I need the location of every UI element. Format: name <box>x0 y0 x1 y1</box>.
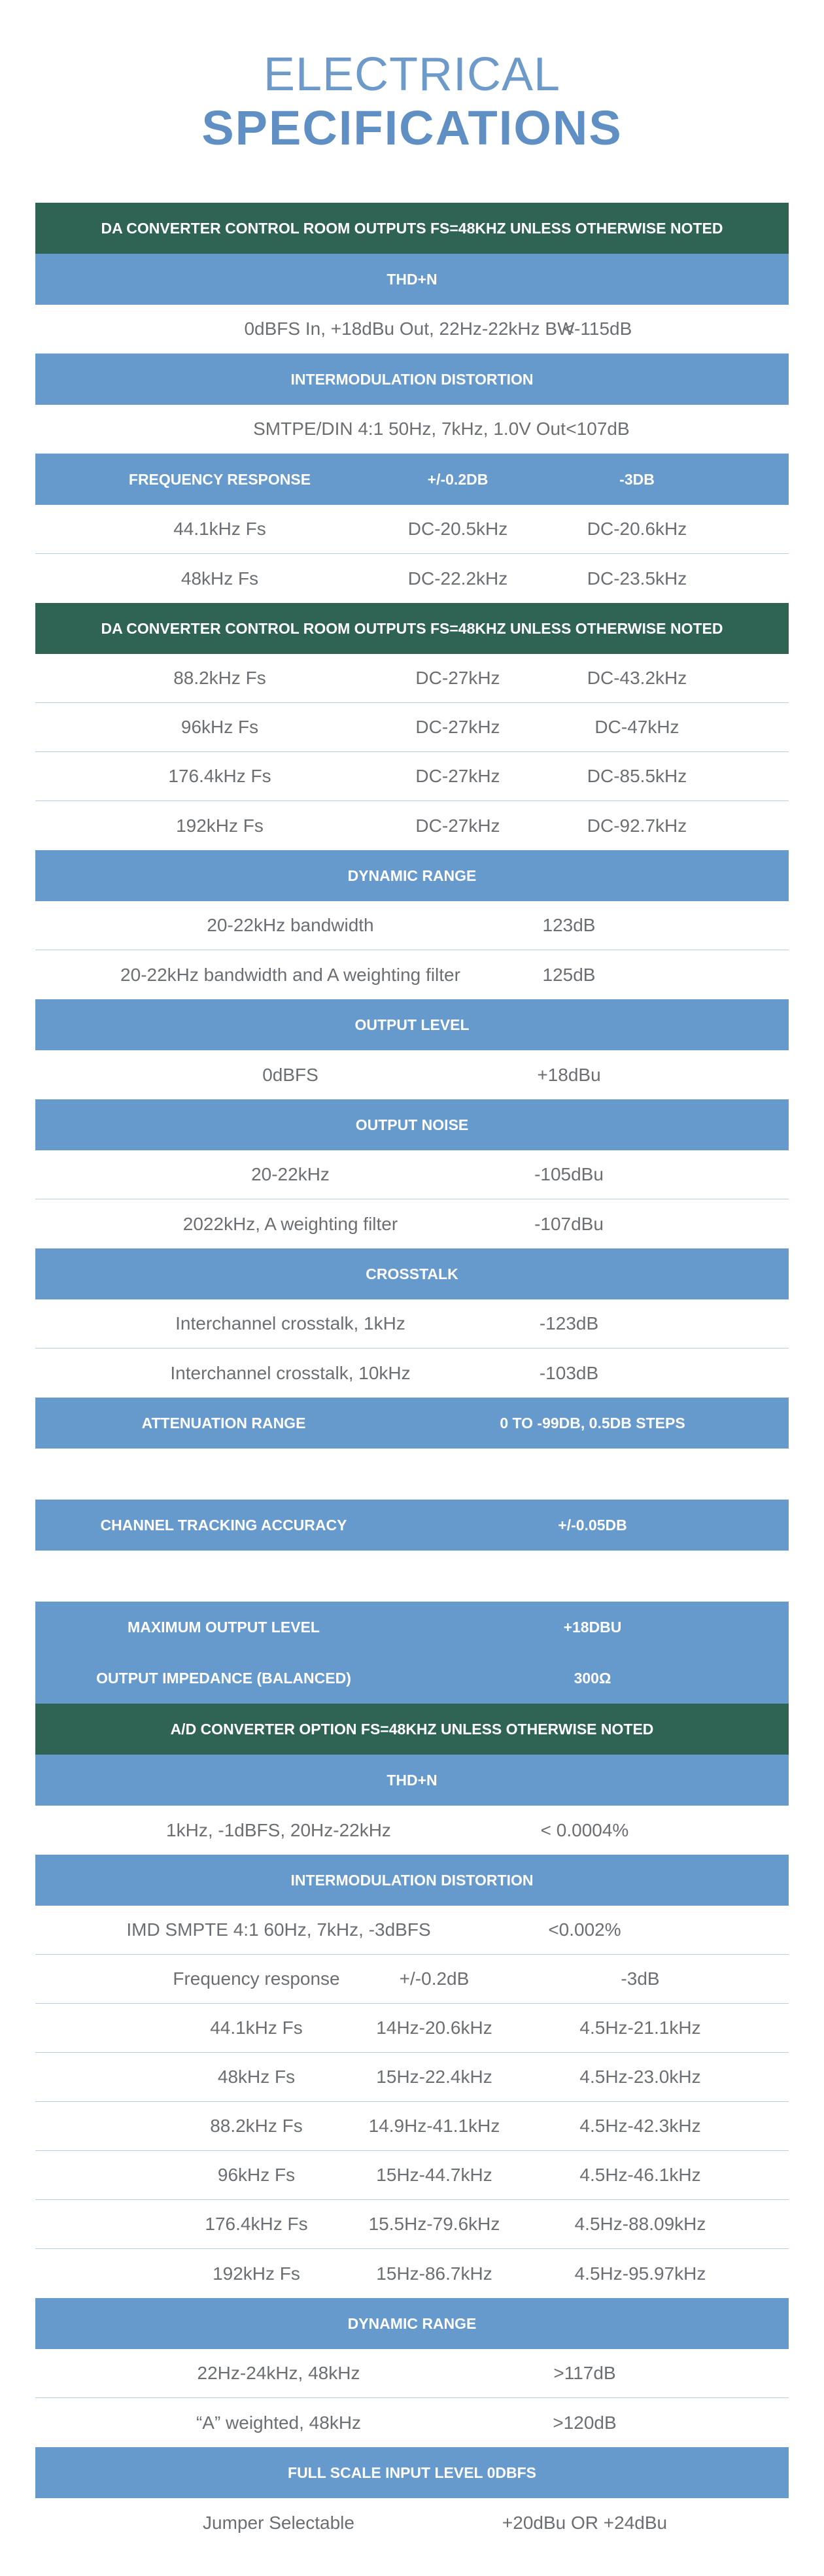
section-header <box>35 603 789 654</box>
spec-value: <107dB <box>566 419 630 439</box>
spec-label: CHANNEL TRACKING ACCURACY <box>100 1516 347 1534</box>
spec-row <box>35 801 789 850</box>
spec-row <box>35 2498 789 2547</box>
spacer <box>35 1449 789 1500</box>
spec-label: 96kHz Fs <box>180 717 259 737</box>
spec-value: 4.5Hz-21.1kHz <box>579 2018 701 2038</box>
spec-row <box>35 1199 789 1248</box>
spec-value: DC-27kHz <box>415 815 500 836</box>
spec-row <box>35 654 789 703</box>
spec-value: DC-23.5kHz <box>587 568 687 589</box>
category-label: FULL SCALE INPUT LEVEL 0DBFS <box>288 2464 536 2481</box>
category-header <box>35 2447 789 2498</box>
spec-label: FREQUENCY RESPONSE <box>128 470 311 488</box>
spec-value: 4.5Hz-88.09kHz <box>574 2214 706 2234</box>
category-label: THD+N <box>386 270 438 288</box>
spec-row <box>35 2249 789 2298</box>
category-label: CROSSTALK <box>366 1265 458 1282</box>
category-header <box>35 999 789 1050</box>
category-header <box>35 1855 789 1906</box>
spec-value: 15Hz-22.4kHz <box>376 2067 492 2087</box>
spec-row <box>35 752 789 801</box>
spec-value: +/-0.2dB <box>399 1968 470 1989</box>
spec-label: 0dBFS <box>262 1064 318 1085</box>
spec-row <box>35 950 789 999</box>
spec-value: 0 TO -99DB, 0.5DB STEPS <box>500 1414 685 1432</box>
spec-row <box>35 2004 789 2053</box>
spec-row <box>35 1806 789 1855</box>
spec-label: Frequency response <box>173 1968 340 1989</box>
title-line-1: ELECTRICAL <box>263 48 561 101</box>
spec-value: 4.5Hz-46.1kHz <box>579 2165 701 2185</box>
category-label: INTERMODULATION DISTORTION <box>290 1871 534 1889</box>
spec-value: -103dB <box>539 1362 599 1383</box>
spec-row <box>35 2053 789 2102</box>
spec-row <box>35 1150 789 1199</box>
spec-label: 48kHz Fs <box>217 2067 296 2087</box>
spec-label: 176.4kHz Fs <box>205 2214 308 2234</box>
spec-label: 2022kHz, A weighting filter <box>182 1213 398 1234</box>
spec-value: DC-27kHz <box>415 668 500 688</box>
spec-row <box>35 1955 789 2004</box>
category-header <box>35 1398 789 1449</box>
spec-value: -123dB <box>539 1313 599 1333</box>
spec-label: 20-22kHz <box>251 1164 330 1184</box>
category-header <box>35 2298 789 2349</box>
spec-label: 48kHz Fs <box>180 568 259 589</box>
spec-label: 88.2kHz Fs <box>210 2116 303 2136</box>
spec-value: 15Hz-86.7kHz <box>376 2263 492 2284</box>
spec-row <box>35 2151 789 2200</box>
spec-value: -107dBu <box>534 1213 604 1234</box>
spec-row <box>35 505 789 554</box>
category-header <box>35 1602 789 1653</box>
spec-value: 15Hz-44.7kHz <box>376 2165 492 2185</box>
spec-row <box>35 901 789 950</box>
spec-label: 1kHz, -1dBFS, 20Hz-22kHz <box>166 1819 391 1840</box>
spec-value: +/-0.2DB <box>427 470 489 488</box>
spec-label: OUTPUT IMPEDANCE (BALANCED) <box>96 1669 351 1687</box>
section-header-label: DA CONVERTER CONTROL ROOM OUTPUTS FS=48KHZ UNLESS OTHERWISE NOTED <box>101 219 723 237</box>
category-header <box>35 1653 789 1704</box>
spec-value: 123dB <box>542 915 596 935</box>
spec-value: >120dB <box>553 2412 617 2433</box>
category-header <box>35 454 789 505</box>
category-label: DYNAMIC RANGE <box>347 2314 477 2332</box>
spec-value: DC-47kHz <box>594 717 679 737</box>
spec-row <box>35 2200 789 2249</box>
spec-row <box>35 1299 789 1348</box>
spec-label: 22Hz-24kHz, 48kHz <box>197 2363 360 2383</box>
section-header-label: A/D CONVERTER OPTION FS=48KHZ UNLESS OTHERWISE NOTED <box>170 1720 654 1738</box>
spec-row <box>35 1050 789 1099</box>
spec-value: < 0.0004% <box>540 1819 629 1840</box>
spec-row <box>35 405 789 454</box>
category-header <box>35 254 789 305</box>
spec-value: 14.9Hz-41.1kHz <box>368 2116 500 2136</box>
spec-label: 44.1kHz Fs <box>210 2018 303 2038</box>
spacer <box>35 1551 789 1602</box>
spec-value: DC-85.5kHz <box>587 766 687 786</box>
spec-value: 14Hz-20.6kHz <box>376 2018 492 2038</box>
spec-row <box>35 2398 789 2447</box>
category-label: INTERMODULATION DISTORTION <box>290 370 534 388</box>
spec-label: Interchannel crosstalk, 10kHz <box>170 1362 411 1383</box>
spec-value: +20dBu OR +24dBu <box>502 2512 668 2533</box>
spec-row <box>35 1906 789 1955</box>
section-header-label: DA CONVERTER CONTROL ROOM OUTPUTS FS=48KHZ UNLESS OTHERWISE NOTED <box>101 619 723 637</box>
section-header <box>35 1704 789 1755</box>
spec-value: 4.5Hz-95.97kHz <box>574 2263 706 2284</box>
category-header <box>35 850 789 901</box>
spec-label: 88.2kHz Fs <box>173 668 266 688</box>
spec-value: 300Ω <box>574 1669 611 1687</box>
spec-row <box>35 305 789 354</box>
specifications-table <box>35 203 789 2547</box>
spec-value: DC-20.5kHz <box>407 519 508 539</box>
spec-value: DC-92.7kHz <box>587 815 687 836</box>
spec-row <box>35 554 789 603</box>
spec-label: “A” weighted, 48kHz <box>196 2412 362 2433</box>
category-label: OUTPUT LEVEL <box>354 1016 470 1033</box>
category-header <box>35 1500 789 1551</box>
spec-label: ATTENUATION RANGE <box>141 1414 306 1432</box>
spec-label: 0dBFS In, +18dBu Out, 22Hz-22kHz BW <box>244 318 575 339</box>
spec-value: -3dB <box>621 1968 660 1989</box>
spec-label: 44.1kHz Fs <box>173 519 266 539</box>
spec-label: 192kHz Fs <box>213 2263 300 2284</box>
spec-row <box>35 703 789 752</box>
spec-label: IMD SMPTE 4:1 60Hz, 7kHz, -3dBFS <box>126 1919 431 1940</box>
spec-label: 20-22kHz bandwidth <box>207 915 374 935</box>
category-header <box>35 1248 789 1299</box>
spec-value: +/-0.05DB <box>558 1516 627 1534</box>
spec-label: MAXIMUM OUTPUT LEVEL <box>128 1618 320 1636</box>
spec-value: >117dB <box>553 2363 616 2383</box>
page-title <box>0 0 824 155</box>
spec-row <box>35 2349 789 2398</box>
spec-value: DC-27kHz <box>415 717 500 737</box>
category-header <box>35 1099 789 1150</box>
category-label: DYNAMIC RANGE <box>347 867 477 884</box>
spec-value: -3DB <box>619 470 655 488</box>
category-header <box>35 1755 789 1806</box>
spec-row <box>35 1348 789 1398</box>
category-label: OUTPUT NOISE <box>355 1116 469 1133</box>
spec-value: DC-43.2kHz <box>587 668 687 688</box>
spec-value: +18DBU <box>563 1618 622 1636</box>
spec-label: 20-22kHz bandwidth and A weighting filter <box>120 964 460 985</box>
spec-label: Jumper Selectable <box>203 2512 354 2533</box>
spec-label: 192kHz Fs <box>176 815 264 836</box>
spec-label: 96kHz Fs <box>217 2165 296 2185</box>
spec-label: Interchannel crosstalk, 1kHz <box>175 1313 405 1333</box>
spec-value: DC-20.6kHz <box>587 519 687 539</box>
spec-value: <0.002% <box>548 1919 621 1940</box>
spec-value: 4.5Hz-42.3kHz <box>579 2116 701 2136</box>
title-line-2: SPECIFICATIONS <box>201 101 623 155</box>
section-header <box>35 203 789 254</box>
spec-value: 4.5Hz-23.0kHz <box>579 2067 701 2087</box>
spec-value: <-115dB <box>563 318 632 339</box>
category-header <box>35 354 789 405</box>
spec-label: 176.4kHz Fs <box>168 766 271 786</box>
spec-value: DC-27kHz <box>415 766 500 786</box>
category-label: THD+N <box>386 1771 438 1789</box>
spec-value: -105dBu <box>534 1164 604 1184</box>
spec-row <box>35 2102 789 2151</box>
spec-label: SMTPE/DIN 4:1 50Hz, 7kHz, 1.0V Out <box>253 419 566 439</box>
spec-value: 15.5Hz-79.6kHz <box>368 2214 500 2234</box>
spec-value: +18dBu <box>537 1064 601 1085</box>
spec-value: DC-22.2kHz <box>407 568 508 589</box>
spec-value: 125dB <box>542 964 596 985</box>
